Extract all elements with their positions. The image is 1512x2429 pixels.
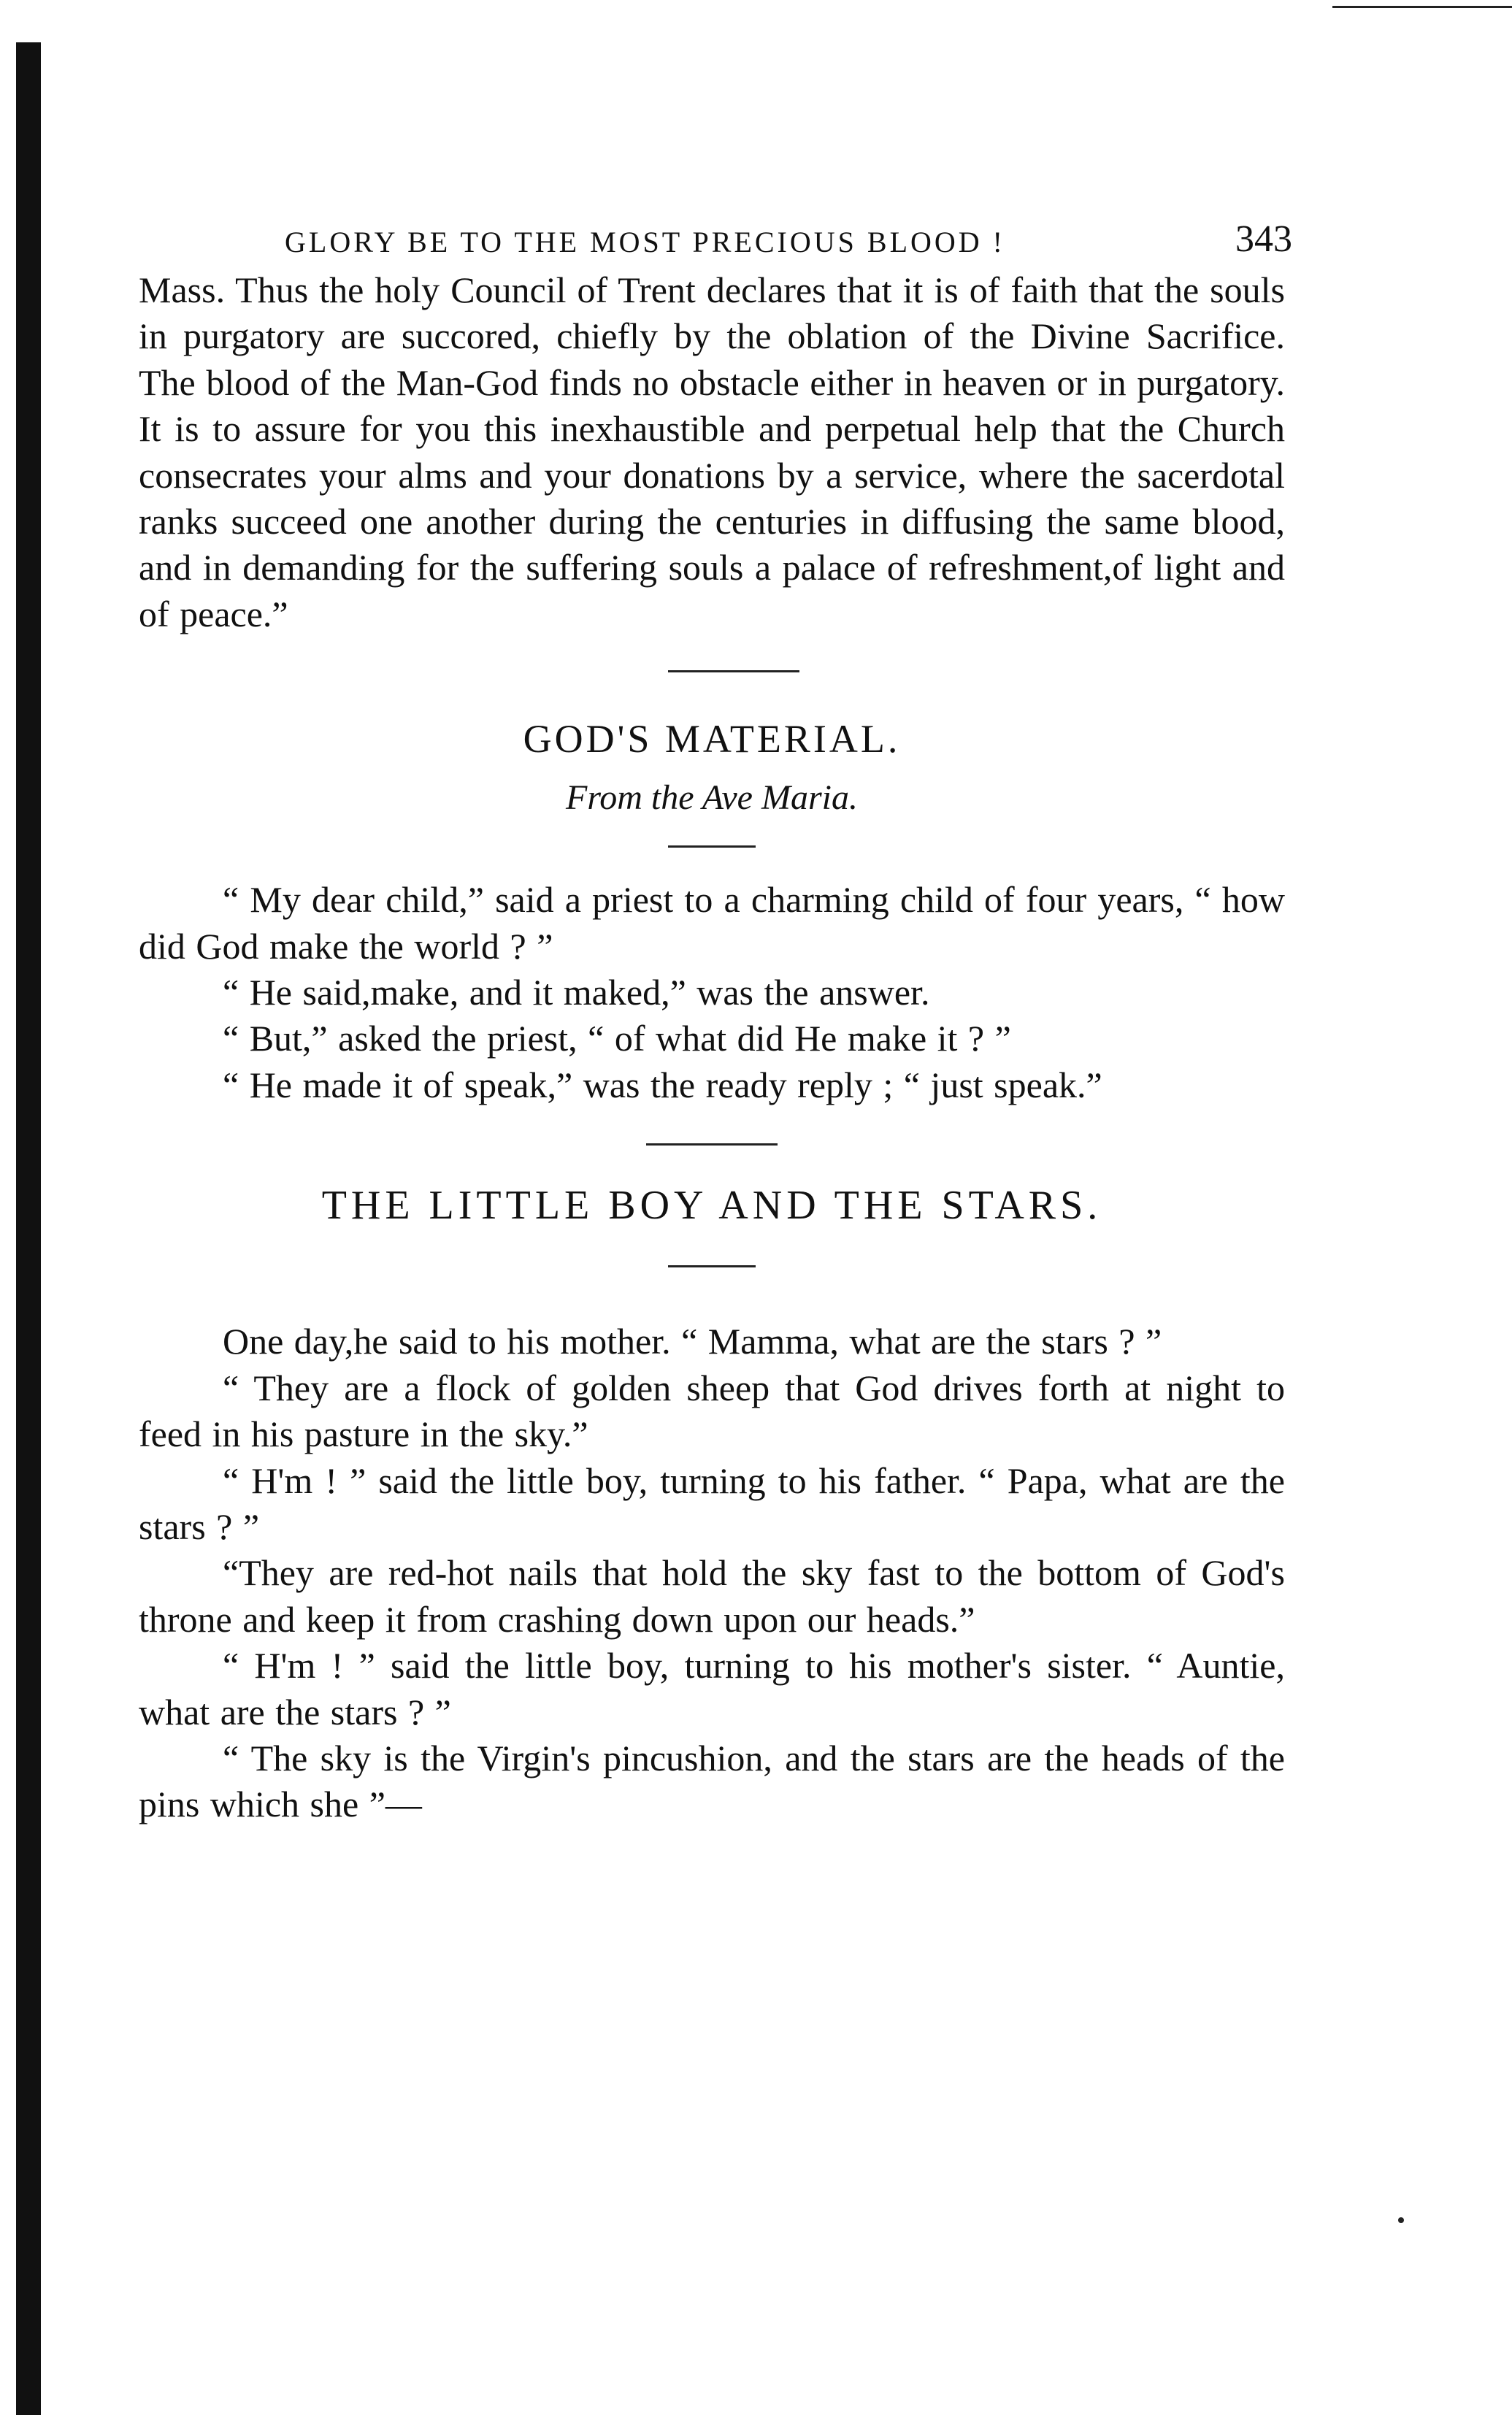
section-divider <box>668 670 799 672</box>
page-number: 343 <box>1235 218 1292 260</box>
heading-rule <box>668 1265 756 1267</box>
book-page <box>139 212 1292 1828</box>
paragraph: “They are red-hot nails that hold the sky fast to the bottom of God's throne and keep it from crashing down upon our heads.” <box>139 1552 1285 1640</box>
paragraph: “ My dear child,” said a priest to a charming child of four years, “ how did God make the world ? ” <box>139 879 1285 967</box>
paragraph: “ The sky is the Virgin's pincushion, and the stars are the heads of the pins which she ”— <box>139 1737 1285 1825</box>
running-title: GLORY BE TO THE MOST PRECIOUS BLOOD ! <box>285 226 1005 258</box>
paragraph: “ He made it of speak,” was the ready reply ; “ just speak.” <box>223 1064 1102 1105</box>
paragraph: “ But,” asked the priest, “ of what did He make it ? ” <box>223 1018 1011 1059</box>
paragraph: One day,he said to his mother. “ Mamma, what are the stars ? ” <box>223 1321 1162 1362</box>
section-source: From the Ave Maria. <box>566 778 858 818</box>
paragraph: “ He said,make, and it maked,” was the answer. <box>223 972 930 1013</box>
section-body-little-boy <box>139 1319 1285 1827</box>
section-heading-little-boy: THE LITTLE BOY AND THE STARS. <box>321 1183 1102 1229</box>
section-body-gods-material <box>139 877 1285 1108</box>
binding-edge <box>16 42 41 2415</box>
running-head <box>139 212 1292 263</box>
paragraph: “ H'm ! ” said the little boy, turning to his mother's sister. “ Auntie, what are the stars ? ” <box>139 1645 1285 1732</box>
corner-rule <box>1332 6 1512 8</box>
stray-mark <box>1398 2217 1404 2223</box>
paragraph: “ H'm ! ” said the little boy, turning to his father. “ Papa, what are the stars ? ” <box>139 1459 1285 1547</box>
continued-paragraph: Mass. Thus the holy Council of Trent declares that it is of faith that the souls in purgatory are succored, chiefly by the oblation of the Divine Sacrifice. The blood of the Man-God finds no obstacle either in heaven or in purgatory. It is to assure for you this inexhaustible and perpetual help that the Church consecrates your alms and your donations by a service, where the sacerdotal ranks succeed one another during the centuries in diffusing the same blood, and in demanding for the suffering souls a palace of refreshment,of light and of peace.” <box>139 269 1285 634</box>
heading-rule <box>668 845 756 848</box>
section-divider <box>646 1143 778 1146</box>
paragraph: “ They are a flock of golden sheep that God drives forth at night to feed in his pasture in the sky.” <box>139 1367 1285 1455</box>
section-heading-gods-material: GOD'S MATERIAL. <box>523 717 901 761</box>
